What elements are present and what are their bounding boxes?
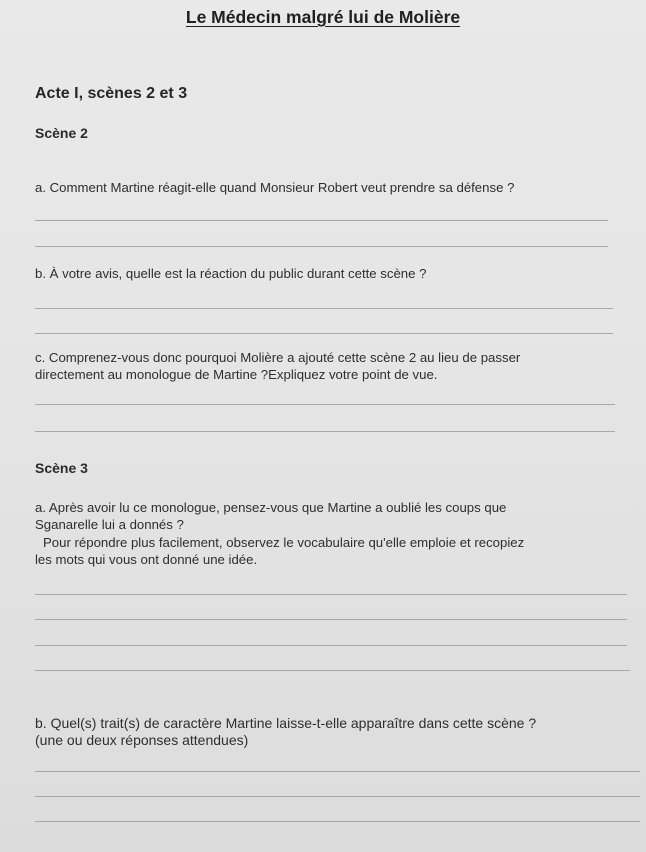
scene2-heading: Scène 2 bbox=[35, 125, 88, 141]
answer-line[interactable] bbox=[35, 333, 613, 334]
scene3-question-b-line2: (une ou deux réponses attendues) bbox=[35, 732, 249, 748]
answer-line[interactable] bbox=[35, 670, 630, 671]
scene2-question-c-line2: directement au monologue de Martine ?Expliquez votre point de vue. bbox=[35, 367, 438, 382]
answer-line[interactable] bbox=[35, 308, 613, 309]
scene3-question-a-line2: Sganarelle lui a donnés ? bbox=[35, 517, 184, 532]
answer-line[interactable] bbox=[35, 246, 608, 247]
scene3-question-b-line1: b. Quel(s) trait(s) de caractère Martine laisse-t-elle apparaître dans cette scène ? bbox=[35, 715, 537, 731]
scene3-question-a-line4: les mots qui vous ont donné une idée. bbox=[35, 552, 258, 567]
scene3-question-a-line1: a. Après avoir lu ce monologue, pensez-vous que Martine a oublié les coups que bbox=[35, 500, 507, 515]
answer-line[interactable] bbox=[35, 796, 640, 797]
scene2-question-c-line1: c. Comprenez-vous donc pourquoi Molière a ajouté cette scène 2 au lieu de passer bbox=[35, 350, 521, 365]
answer-line[interactable] bbox=[35, 619, 627, 620]
scene3-heading: Scène 3 bbox=[35, 460, 88, 476]
scene3-question-a-line3: Pour répondre plus facilement, observez le vocabulaire qu'elle emploie et recopiez bbox=[43, 535, 525, 550]
answer-line[interactable] bbox=[35, 821, 640, 822]
answer-line[interactable] bbox=[35, 220, 608, 221]
answer-line[interactable] bbox=[35, 431, 615, 432]
section-heading: Acte I, scènes 2 et 3 bbox=[35, 85, 188, 102]
answer-line[interactable] bbox=[35, 404, 615, 405]
worksheet-title: Le Médecin malgré lui de Molière bbox=[185, 7, 461, 27]
answer-line[interactable] bbox=[35, 594, 627, 595]
scene2-question-a: a. Comment Martine réagit-elle quand Monsieur Robert veut prendre sa défense ? bbox=[35, 180, 515, 195]
answer-line[interactable] bbox=[35, 645, 627, 646]
answer-line[interactable] bbox=[35, 771, 640, 772]
scene2-question-b: b. À votre avis, quelle est la réaction du public durant cette scène ? bbox=[35, 266, 427, 281]
